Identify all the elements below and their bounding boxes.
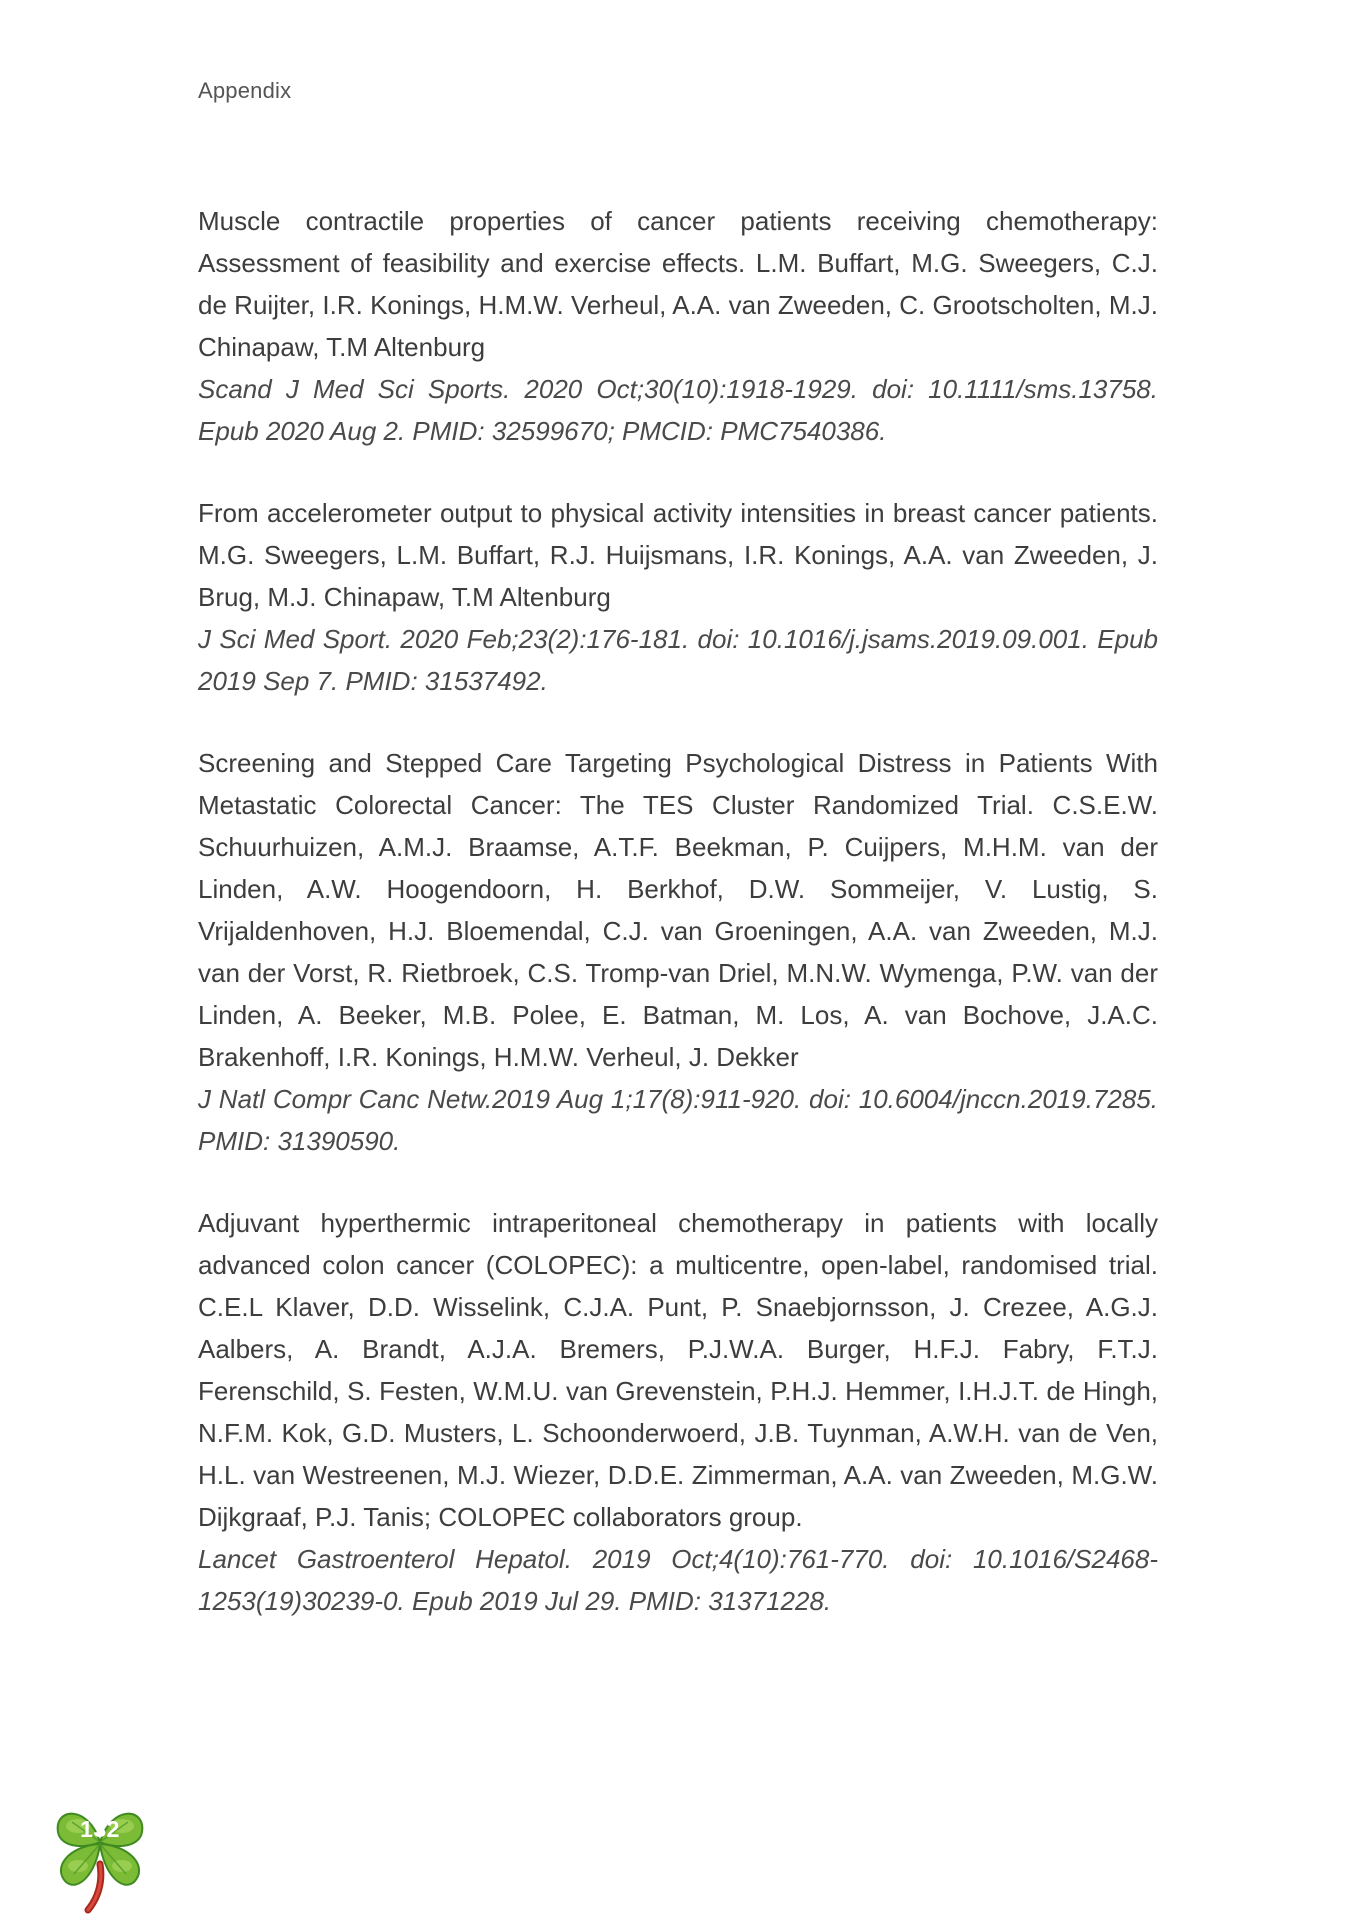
publication-entry xyxy=(198,492,1158,702)
publication-citation: Lancet Gastroenterol Hepatol. 2019 Oct;4(10):761-770. doi: 10.1016/S2468-1253(19)30239-0. Epub 2019 Jul 29. PMID: 31371228. xyxy=(198,1544,1158,1616)
page-number-badge xyxy=(48,1794,152,1914)
page-number: 132 xyxy=(80,1816,120,1842)
publication-entry xyxy=(198,1202,1158,1622)
publication-entry xyxy=(198,200,1158,452)
publication-list xyxy=(198,200,1158,1662)
running-header: Appendix xyxy=(198,78,292,103)
publication-citation: Scand J Med Sci Sports. 2020 Oct;30(10):1918-1929. doi: 10.1111/sms.13758. Epub 2020 Aug 2. PMID: 32599670; PMCID: PMC7540386. xyxy=(198,374,1158,446)
four-leaf-clover-icon xyxy=(48,1794,152,1914)
publication-title-authors: From accelerometer output to physical activity intensities in breast cancer patients. M.G. Sweegers, L.M. Buffart, R.J. Huijsmans, I.R. Konings, A.A. van Zweeden, J. Brug, M.J. Chinapaw, T.M Altenburg xyxy=(198,498,1158,612)
publication-title-authors: Screening and Stepped Care Targeting Psychological Distress in Patients With Metastatic Colorectal Cancer: The TES Cluster Randomized Trial. C.S.E.W. Schuurhuizen, A.M.J. Braamse, A.T.F. Beekman, P. Cuijpers, M.H.M. van der Linden, A.W. Hoogendoorn, H. Berkhof, D.W. Sommeijer, V. Lustig, S. Vrijaldenhoven, H.J. Bloemendal, C.J. van Groeningen, A.A. van Zweeden, M.J. van der Vorst, R. Rietbroek, C.S. Tromp-van Driel, M.N.W. Wymenga, P.W. van der Linden, A. Beeker, M.B. Polee, E. Batman, M. Los, A. van Bochove, J.A.C. Brakenhoff, I.R. Konings, H.M.W. Verheul, J. Dekker xyxy=(198,748,1158,1072)
publication-title-authors: Adjuvant hyperthermic intraperitoneal chemotherapy in patients with locally advanced colon cancer (COLOPEC): a multicentre, open-label, randomised trial. C.E.L Klaver, D.D. Wisselink, C.J.A. Punt, P. Snaebjornsson, J. Crezee, A.G.J. Aalbers, A. Brandt, A.J.A. Bremers, P.J.W.A. Burger, H.F.J. Fabry, F.T.J. Ferenschild, S. Festen, W.M.U. van Grevenstein, P.H.J. Hemmer, I.H.J.T. de Hingh, N.F.M. Kok, G.D. Musters, L. Schoonderwoerd, J.B. Tuynman, A.W.H. van de Ven, H.L. van Westreenen, M.J. Wiezer, D.D.E. Zimmerman, A.A. van Zweeden, M.G.W. Dijkgraaf, P.J. Tanis; COLOPEC collaborators group. xyxy=(198,1208,1158,1532)
publication-entry xyxy=(198,742,1158,1162)
publication-citation: J Sci Med Sport. 2020 Feb;23(2):176-181. doi: 10.1016/j.jsams.2019.09.001. Epub 2019 Sep 7. PMID: 31537492. xyxy=(198,624,1158,696)
publication-citation: J Natl Compr Canc Netw.2019 Aug 1;17(8):911-920. doi: 10.6004/jnccn.2019.7285. PMID: 31390590. xyxy=(198,1084,1158,1156)
publication-title-authors: Muscle contractile properties of cancer patients receiving chemotherapy: Assessment of feasibility and exercise effects. L.M. Buffart, M.G. Sweegers, C.J. de Ruijter, I.R. Konings, H.M.W. Verheul, A.A. van Zweeden, C. Grootscholten, M.J. Chinapaw, T.M Altenburg xyxy=(198,206,1158,362)
